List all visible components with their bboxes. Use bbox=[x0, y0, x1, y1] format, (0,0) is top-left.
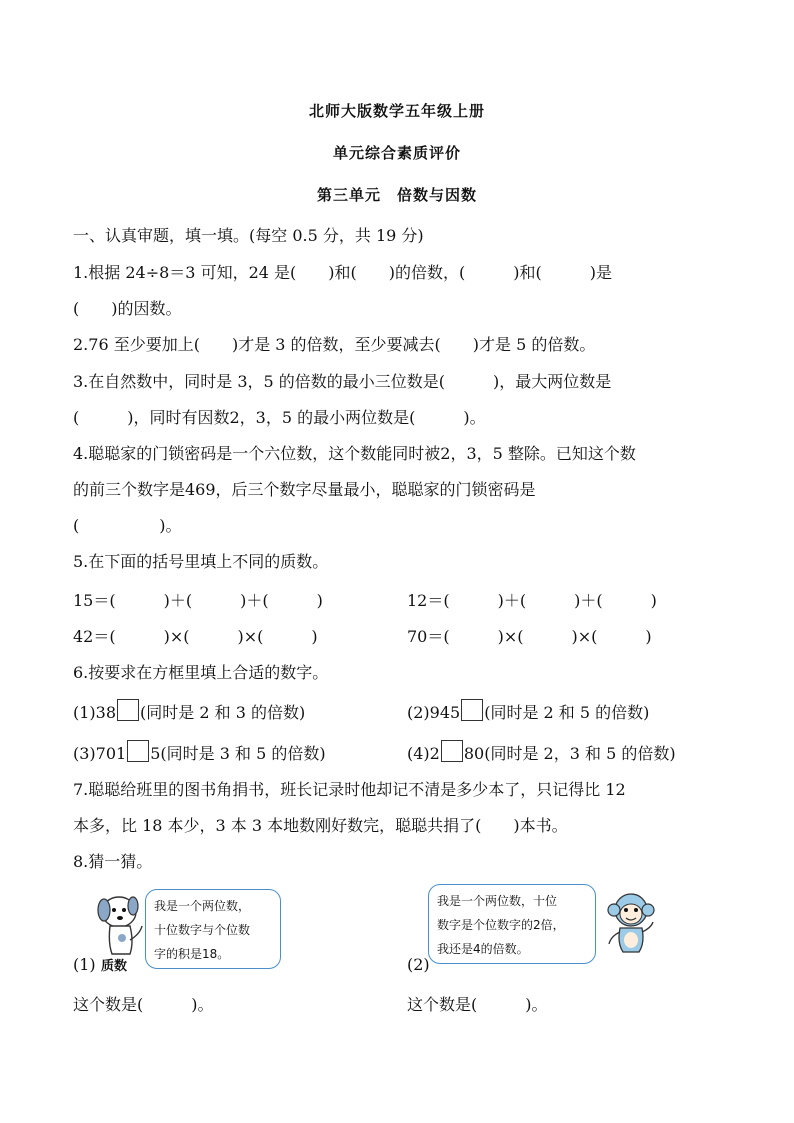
right-bubble-line-3: 我还是4的倍数。 bbox=[437, 942, 529, 956]
question-4-line-1: 4.聪聪家的门锁密码是一个六位数，这个数能同时被2，3，5 整除。已知这个数 bbox=[73, 444, 636, 463]
question-5-item-c: 42＝( )×( )×( ) bbox=[73, 627, 318, 646]
section-heading: 一、认真审题，填一填。(每空 0.5 分，共 19 分) bbox=[73, 226, 424, 245]
question-6-part-4-suffix: 80(同时是 2，3 和 5 的倍数) bbox=[463, 744, 676, 763]
question-6-part-3-suffix: 5(同时是 3 和 5 的倍数) bbox=[150, 744, 326, 763]
question-6-part-4-prefix: (4)2 bbox=[407, 744, 440, 763]
unit-title: 第三单元 倍数与因数 bbox=[316, 186, 477, 204]
right-speech-bubble bbox=[428, 884, 596, 964]
question-7-line-2: 本多，比 18 本少，3 本 3 本地数刚好数完，聪聪共捐了( )本书。 bbox=[73, 816, 568, 835]
left-speech-bubble bbox=[145, 889, 281, 969]
prime-tag: 质数 bbox=[101, 959, 128, 974]
question-5-line-1: 5.在下面的括号里填上不同的质数。 bbox=[73, 552, 329, 571]
question-7-line-1: 7.聪聪给班里的图书角捐书，班长记录时他却记不清是多少本了，只记得比 12 bbox=[73, 780, 626, 799]
answer-box[interactable] bbox=[441, 740, 463, 762]
question-6-part-2-suffix: (同时是 2 和 5 的倍数) bbox=[484, 703, 650, 722]
right-bubble-line-1: 我是一个两位数，十位 bbox=[437, 894, 558, 908]
question-8-left-label: (1) bbox=[73, 955, 96, 974]
right-bubble-line-2: 数字是个位数字的2倍， bbox=[437, 918, 565, 932]
question-3-line-2: ( )，同时有因数2，3，5 的最小两位数是( )。 bbox=[73, 408, 486, 427]
left-bubble-line-2: 十位数字与个位数 bbox=[154, 923, 251, 937]
question-3-line-1: 3.在自然数中，同时是 3，5 的倍数的最小三位数是( )，最大两位数是 bbox=[73, 372, 612, 391]
question-6-part-2 bbox=[407, 699, 649, 723]
question-1-line-1: 1.根据 24÷8＝3 可知，24 是( )和( )的倍数，( )和( )是 bbox=[73, 263, 612, 282]
question-6-part-1-suffix: (同时是 2 和 3 的倍数) bbox=[140, 703, 306, 722]
question-8-left-answer: 这个数是( )。 bbox=[73, 995, 214, 1014]
question-6-line-1: 6.按要求在方框里填上合适的数字。 bbox=[73, 663, 329, 682]
question-8-right-answer: 这个数是( )。 bbox=[407, 995, 548, 1014]
question-6-part-4 bbox=[407, 740, 676, 764]
question-5-item-a: 15＝( )＋( )＋( ) bbox=[73, 591, 323, 610]
left-bubble-line-3: 字的积是18。 bbox=[154, 947, 230, 961]
answer-box[interactable] bbox=[117, 699, 139, 721]
question-1-line-2: ( )的因数。 bbox=[73, 299, 182, 318]
page-title: 北师大版数学五年级上册 bbox=[308, 102, 485, 120]
question-4-line-3: ( )。 bbox=[73, 516, 182, 535]
left-bubble-line-1: 我是一个两位数， bbox=[154, 899, 251, 913]
question-8-right-label: (2) bbox=[407, 955, 430, 974]
question-5-item-b: 12＝( )＋( )＋( ) bbox=[407, 591, 657, 610]
page-subtitle: 单元综合素质评价 bbox=[332, 144, 461, 162]
question-2-line-1: 2.76 至少要加上( )才是 3 的倍数，至少要减去( )才是 5 的倍数。 bbox=[73, 335, 596, 354]
question-6-part-2-prefix: (2)945 bbox=[407, 703, 461, 722]
question-4-line-2: 的前三个数字是469，后三个数字尽量最小，聪聪家的门锁密码是 bbox=[73, 480, 536, 499]
question-6-part-3-prefix: (3)701 bbox=[73, 744, 127, 763]
monkey-icon bbox=[603, 888, 659, 958]
question-6-part-3 bbox=[73, 740, 326, 764]
answer-box[interactable] bbox=[461, 699, 483, 721]
question-6-part-1-prefix: (1)38 bbox=[73, 703, 117, 722]
answer-box[interactable] bbox=[127, 740, 149, 762]
question-5-item-d: 70＝( )×( )×( ) bbox=[407, 627, 652, 646]
question-6-part-1 bbox=[73, 699, 305, 723]
puppy-icon bbox=[92, 888, 148, 960]
question-8-line-1: 8.猜一猜。 bbox=[73, 852, 153, 871]
